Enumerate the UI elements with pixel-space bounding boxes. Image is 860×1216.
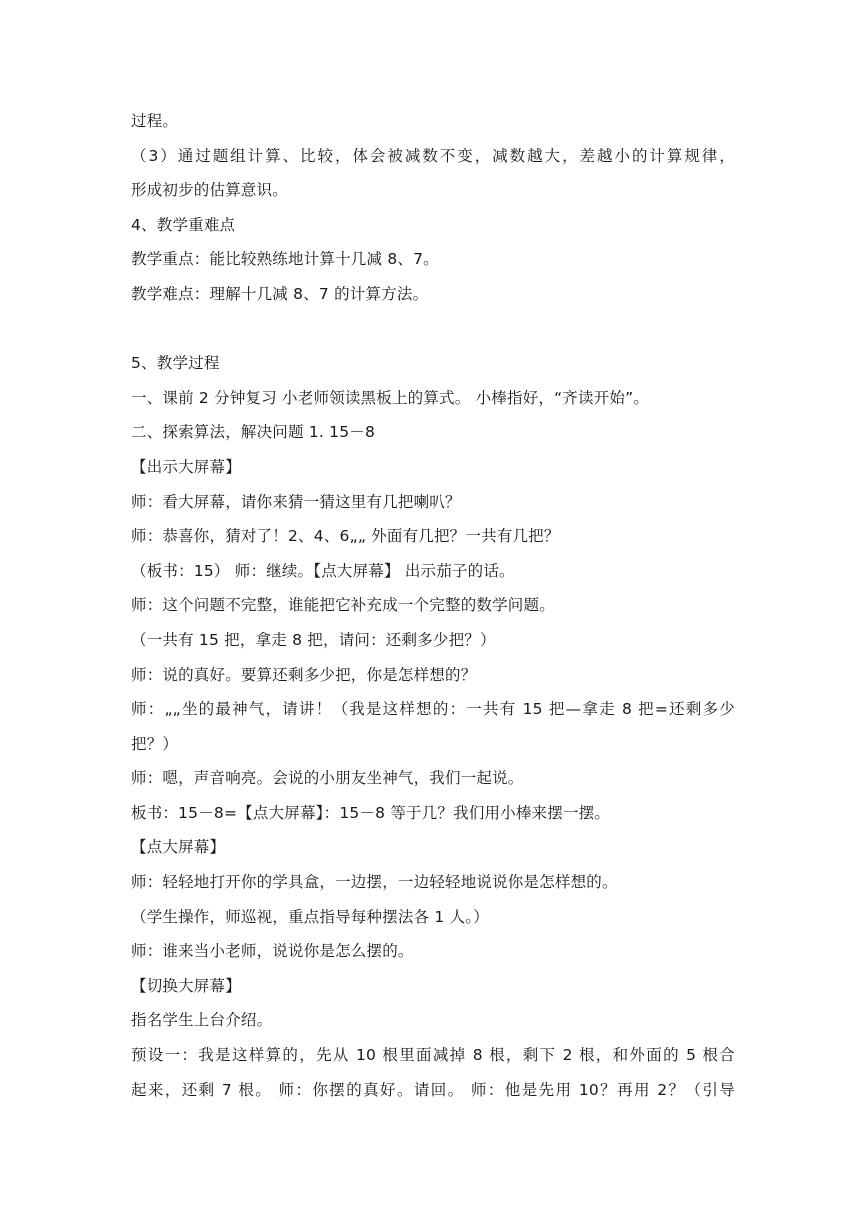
section-heading: 5、教学过程 [131, 354, 220, 373]
text-line: 师：看大屏幕，请你来猜一猜这里有几把喇叭？ [131, 492, 461, 511]
text-line: 师：„„坐的最神气，请讲！（我是这样想的：一共有 15 把—拿走 8 把=还剩多少 [131, 700, 735, 719]
text-line: 【点大屏幕】 [131, 838, 226, 857]
text-line: （板书：15） 师：继续。【点大屏幕】 出示茄子的话。 [131, 561, 515, 580]
text-line: 起来，还剩 7 根。 师：你摆的真好。请回。 师：他是先用 10？再用 2？（引导 [131, 1080, 735, 1099]
text-line: 师：这个问题不完整，谁能把它补充成一个完整的数学问题。 [131, 596, 555, 615]
text-line: （学生操作，师巡视，重点指导每种摆法各 1 人。） [131, 907, 489, 926]
section-heading: 4、教学重难点 [131, 215, 236, 234]
text-line: 【出示大屏幕】 [131, 457, 241, 476]
text-line: （3）通过题组计算、比较，体会被减数不变，减数越大，差越小的计算规律， [131, 146, 735, 165]
text-line: 把？） [131, 734, 179, 753]
text-line: 一、课前 2 分钟复习 小老师领读黑板上的算式。 小棒指好，“齐读开始”。 [131, 388, 650, 407]
text-line: 教学重点：能比较熟练地计算十几减 8、7。 [131, 250, 439, 269]
document-body [131, 104, 741, 1107]
text-line: 板书：15－8=【点大屏幕】：15－8 等于几？我们用小棒来摆一摆。 [131, 803, 611, 822]
text-line: 师：恭喜你，猜对了！2、4、6„„ 外面有几把？一共有几把？ [131, 527, 560, 546]
text-line: 【切换大屏幕】 [131, 976, 241, 995]
text-line: 师：谁来当小老师，说说你是怎么摆的。 [131, 942, 414, 961]
text-line: 师：说的真好。要算还剩多少把，你是怎样想的？ [131, 665, 477, 684]
text-line: 师：轻轻地打开你的学具盒，一边摆，一边轻轻地说说你是怎样想的。 [131, 873, 618, 892]
text-line: 预设一：我是这样算的，先从 10 根里面减掉 8 根，剩下 2 根，和外面的 5 根合 [131, 1046, 735, 1065]
text-line: （一共有 15 把，拿走 8 把，请问：还剩多少把？） [131, 630, 496, 649]
text-line: 过程。 [131, 112, 179, 130]
text-line: 教学难点：理解十几减 8、7 的计算方法。 [131, 284, 429, 303]
text-line: 指名学生上台介绍。 [131, 1011, 273, 1030]
blank-line [131, 312, 741, 347]
text-line: 二、探索算法，解决问题 1. 15－8 [131, 423, 376, 442]
text-line: 形成初步的估算意识。 [131, 181, 289, 200]
text-line: 师：嗯，声音响亮。会说的小朋友坐神气，我们一起说。 [131, 769, 524, 788]
